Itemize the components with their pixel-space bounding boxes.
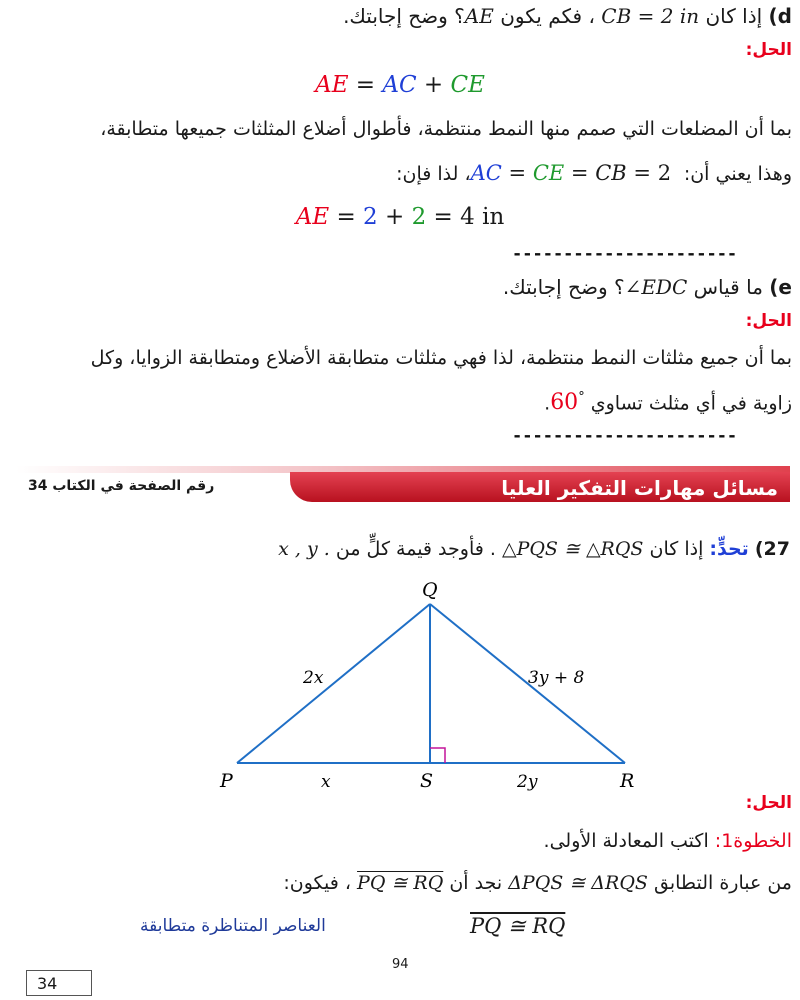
part-d-paragraph-1: بما أن المضلعات التي صمم منها النمط منتظمة، فأطوال أضلاع المثلثات جميعها متطابقة، <box>100 118 792 140</box>
label-2x: 2x <box>303 668 324 688</box>
problem-27-statement <box>8 538 790 560</box>
part-e-q-prefix: ما قياس <box>693 275 763 299</box>
final-segment-congruence: PQ ≅ RQ <box>470 914 566 938</box>
from-end: ، فيكون: <box>283 872 351 894</box>
vertex-q: Q <box>422 579 438 601</box>
part-e-question <box>8 275 792 299</box>
problem-27-vars: x , y . <box>278 538 330 560</box>
page-number: 94 <box>392 957 409 972</box>
label-3y-plus-8: 3y + 8 <box>528 668 585 688</box>
part-d-question <box>8 4 792 28</box>
banner-page-ref <box>28 478 214 494</box>
part-d-equation-2 <box>0 204 800 230</box>
label-x: x <box>321 772 331 792</box>
part-d-var: AE <box>464 4 494 28</box>
divider-1: ---------------------- <box>512 244 738 264</box>
from-prefix: من عبارة التطابق <box>653 872 792 894</box>
step-1-label: الخطوة1: <box>714 830 792 852</box>
m-eq-c: = <box>633 161 652 185</box>
right-angle-mark <box>430 748 445 763</box>
part-e-paragraph-2 <box>8 390 792 415</box>
m-eq-b: = <box>570 161 589 185</box>
m-eq-a: = <box>508 161 527 185</box>
eq2-result: 4 in <box>460 204 505 230</box>
part-e-label: e) <box>769 275 792 299</box>
eq1-equals: = <box>355 72 376 98</box>
eq2-plus: + <box>385 204 405 230</box>
part-d-solution-label: الحل: <box>745 40 792 60</box>
problem-27-mid: . فأوجد قيمة كلٍّ من <box>335 538 496 560</box>
triangle-figure <box>0 570 800 795</box>
banner-page-ref-label: رقم الصفحة في الكتاب <box>52 478 215 494</box>
vertex-r: R <box>620 770 635 792</box>
banner-title: مسائل مهارات التفكير العليا <box>501 476 778 500</box>
problem-27-number: 27) <box>754 538 790 560</box>
part-d-para2-end: ، لذا فإن: <box>396 163 471 185</box>
eq2-two-a: 2 <box>363 204 378 230</box>
part-d-condition: CB = 2 in <box>601 4 700 28</box>
part-e-para2-text: زاوية في أي مثلث تساوي <box>590 392 792 415</box>
challenge-label: تحدٍّ: <box>709 538 749 560</box>
part-d-equation-1 <box>0 72 800 98</box>
eq2-two-b: 2 <box>411 204 427 230</box>
banner-title-box <box>290 472 790 502</box>
problem-27-prefix: إذا كان <box>649 538 704 560</box>
eq1-plus: + <box>423 72 444 98</box>
step-1-text: اكتب المعادلة الأولى. <box>543 830 709 852</box>
part-d-paragraph-2 <box>8 161 792 185</box>
divider-2: ---------------------- <box>512 426 738 446</box>
side-pq <box>237 604 430 763</box>
eq1-ae: AE <box>315 72 349 98</box>
book-page-box: 34 <box>26 970 92 996</box>
eq2-ae: AE <box>295 204 330 230</box>
part-e-paragraph-1: بما أن جميع مثلثات النمط منتظمة، لذا فهي مثلثات متطابقة الأضلاع ومتطابقة الزوايا، وكل <box>90 347 792 369</box>
banner-page-ref-number: 34 <box>28 478 48 494</box>
m-ce: CE <box>532 161 565 185</box>
part-e-value: 60 <box>550 390 579 416</box>
vertex-p: P <box>220 770 233 792</box>
part-d-q-end: ؟ وضح إجابتك. <box>343 4 465 28</box>
part-d-label: d) <box>768 4 792 28</box>
from-congruence: ΔPQS ≅ ΔRQS <box>508 872 648 894</box>
problem-27-congruence: △PQS ≅ △RQS <box>501 538 644 560</box>
step-1 <box>8 830 792 852</box>
m-cb: CB <box>595 161 627 185</box>
eq1-ac: AC <box>382 72 417 98</box>
eq2-equals-b: = <box>433 204 453 230</box>
part-e-para2-end: . <box>544 392 551 415</box>
problem-27-solution-label: الحل: <box>745 793 792 813</box>
m-ac: AC <box>470 161 502 185</box>
part-d-para2-prefix: وهذا يعني أن: <box>683 163 792 185</box>
m-two: 2 <box>657 161 672 185</box>
part-e-angle: ∠EDC <box>624 275 688 299</box>
eq1-ce: CE <box>450 72 485 98</box>
congruence-statement <box>8 872 792 894</box>
eq2-equals-a: = <box>336 204 356 230</box>
part-e-solution-label: الحل: <box>745 311 792 331</box>
from-mid: نجد أن <box>449 872 503 894</box>
part-d-q-prefix: إذا كان <box>705 4 763 28</box>
part-e-degree: ° <box>578 390 585 405</box>
from-segment: PQ ≅ RQ <box>357 872 444 894</box>
part-d-q-mid: ، فكم يكون <box>500 4 595 28</box>
part-d-para2-math <box>471 161 678 185</box>
label-2y: 2y <box>517 772 538 792</box>
final-note: العناصر المتناظرة متطابقة <box>140 916 326 936</box>
vertex-s: S <box>420 770 434 792</box>
part-e-q-end: ؟ وضح إجابتك. <box>502 275 625 299</box>
